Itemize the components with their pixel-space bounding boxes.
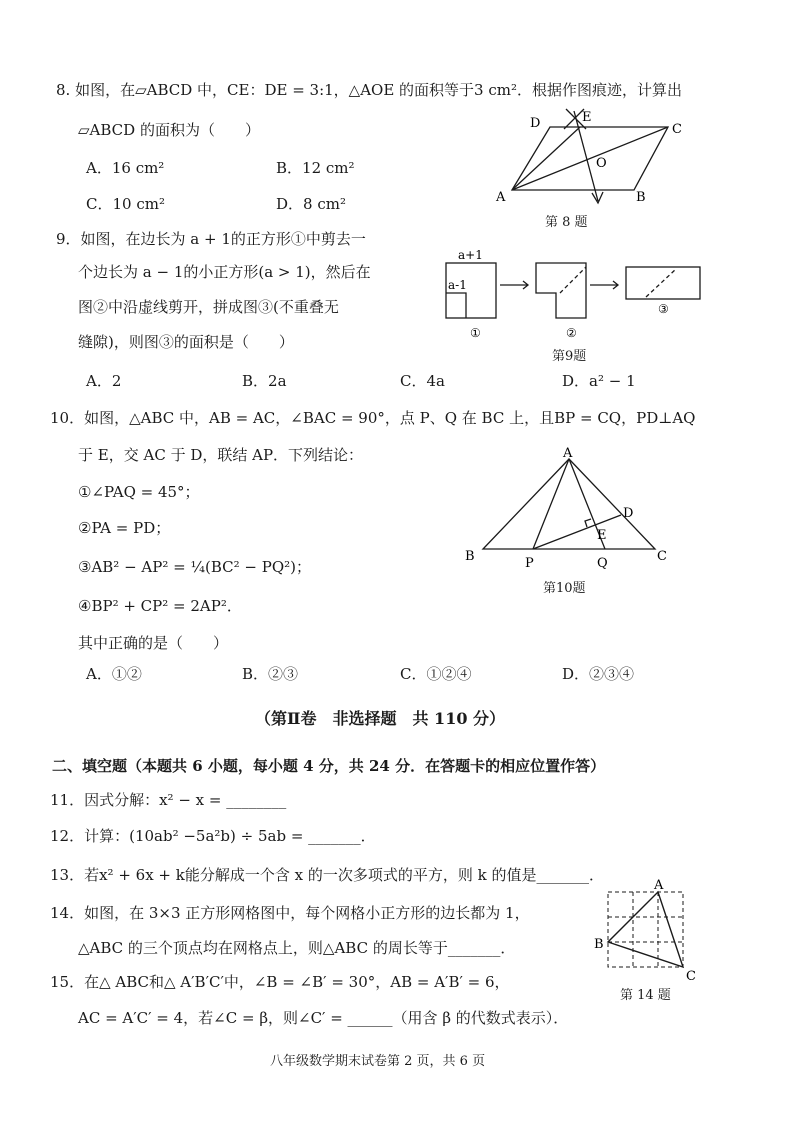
q9-option-b: B．2a bbox=[242, 372, 287, 390]
q9-stem-line4: 缝隙)，则图③的面积是（ ） bbox=[78, 333, 294, 351]
q10-conclusion-1: ①∠PAQ = 45°； bbox=[78, 483, 200, 501]
q10-label-d: D bbox=[623, 506, 634, 521]
q9-label-big-side: a+1 bbox=[458, 248, 483, 262]
q13-stem: 13．若x² + 6x + k能分解成一个含 x 的一次多项式的平方，则 k 的值是_______． bbox=[50, 866, 604, 884]
q10-stem-line1: 10．如图，△ABC 中，AB = AC，∠BAC = 90°，点 P、Q 在 BC 上，且BP = CQ，PD⊥AQ bbox=[50, 409, 696, 427]
q10-caption: 第10题 bbox=[543, 581, 586, 596]
diagonal-ac bbox=[512, 127, 668, 190]
q10-label-b: B bbox=[465, 549, 475, 564]
small-square-cut bbox=[446, 293, 466, 318]
dashed-cut-2 bbox=[560, 267, 586, 293]
q8-stem-line1: 8. 如图，在▱ABCD 中，CE：DE = 3:1，△AOE 的面积等于3 cm²．根据作图痕迹，计算出 bbox=[56, 81, 683, 99]
dashed-cut-3 bbox=[646, 269, 676, 297]
q11-stem: 11．因式分解：x² − x = ________ bbox=[50, 791, 287, 809]
q10-option-c: C．①②④ bbox=[400, 665, 472, 683]
section-two-heading: 二、填空题（本题共 6 小题，每小题 4 分，共 24 分．在答题卡的相应位置作答） bbox=[52, 757, 606, 775]
q15-stem-line1: 15．在△ ABC和△ A′B′C′中，∠B = ∠B′ = 30°，AB = A′B′ = 6， bbox=[50, 973, 510, 991]
segment-pd bbox=[533, 515, 621, 549]
q10-option-d: D．②③④ bbox=[562, 665, 635, 683]
q9-caption: 第9题 bbox=[552, 349, 587, 364]
q14-stem-line2: △ABC 的三个顶点均在网格点上，则△ABC 的周长等于_______． bbox=[78, 939, 516, 957]
q8-label-d: D bbox=[530, 116, 541, 131]
q8-option-a: A．16 cm² bbox=[86, 159, 165, 177]
q10-label-c: C bbox=[657, 549, 667, 564]
q14-label-a: A bbox=[654, 878, 664, 893]
shape-2 bbox=[536, 263, 586, 318]
q14-label-b: B bbox=[594, 937, 604, 952]
q8-figure bbox=[490, 105, 700, 210]
q9-option-c: C．4a bbox=[400, 372, 445, 390]
q8-label-o: O bbox=[596, 156, 607, 171]
q8-label-c: C bbox=[672, 122, 682, 137]
q10-option-a: A．①② bbox=[86, 665, 142, 683]
segment-ae bbox=[512, 127, 580, 190]
q10-conclusion-2: ②PA = PD； bbox=[78, 519, 171, 537]
q9-label-fig3: ③ bbox=[658, 302, 669, 316]
q10-conclusion-3: ③AB² − AP² = ¼(BC² − PQ²)； bbox=[78, 558, 312, 576]
q8-stem-line2: ▱ABCD 的面积为（ ） bbox=[78, 121, 260, 139]
q14-figure bbox=[592, 876, 704, 986]
q9-stem-line1: 9．如图，在边长为 a + 1的正方形①中剪去一 bbox=[56, 230, 366, 248]
q9-option-d: D．a² − 1 bbox=[562, 372, 636, 390]
triangle-abc-grid bbox=[608, 892, 683, 967]
q8-option-c: C．10 cm² bbox=[86, 195, 165, 213]
q9-option-a: A．2 bbox=[86, 372, 122, 390]
q14-stem-line1: 14．如图，在 3×3 正方形网格图中，每个网格小正方形的边长都为 1， bbox=[50, 904, 530, 922]
q10-label-a: A bbox=[563, 446, 573, 461]
q8-caption: 第 8 题 bbox=[545, 215, 588, 230]
q9-stem-line2: 个边长为 a − 1的小正方形(a > 1)，然后在 bbox=[78, 263, 371, 281]
q10-stem-line2: 于 E，交 AC 于 D，联结 AP．下列结论： bbox=[78, 446, 364, 464]
q10-label-e: E bbox=[597, 528, 607, 543]
q12-stem: 12．计算：(10ab² −5a²b) ÷ 5ab = _______． bbox=[50, 827, 376, 845]
q15-stem-line2: AC = A′C′ = 4，若∠C = β，则∠C′ = ______（用含 β 的代数式表示）． bbox=[78, 1009, 569, 1027]
q9-stem-line3: 图②中沿虚线剪开，拼成图③(不重叠无 bbox=[78, 298, 339, 316]
q14-caption: 第 14 题 bbox=[620, 988, 671, 1003]
page-footer: 八年级数学期末试卷第 2 页，共 6 页 bbox=[270, 1054, 486, 1069]
right-angle-mark bbox=[585, 519, 591, 527]
q9-figure bbox=[440, 245, 710, 345]
segment-ap bbox=[533, 459, 569, 549]
q10-label-p: P bbox=[525, 556, 534, 571]
q10-conclusion-4: ④BP² + CP² = 2AP²． bbox=[78, 597, 242, 615]
q14-label-c: C bbox=[686, 969, 696, 984]
rectangle-3 bbox=[626, 267, 700, 299]
q10-ask: 其中正确的是（ ） bbox=[78, 634, 229, 652]
q10-option-b: B．②③ bbox=[242, 665, 299, 683]
grid-3x3 bbox=[608, 892, 683, 967]
q8-option-b: B．12 cm² bbox=[276, 159, 355, 177]
q8-option-d: D．8 cm² bbox=[276, 195, 346, 213]
q8-label-b: B bbox=[636, 190, 646, 205]
q9-label-small-side: a-1 bbox=[448, 278, 467, 292]
q10-label-q: Q bbox=[597, 556, 608, 571]
q9-label-fig1: ① bbox=[470, 326, 481, 340]
q10-figure bbox=[455, 445, 685, 575]
q8-label-a: A bbox=[496, 190, 506, 205]
q9-label-fig2: ② bbox=[566, 326, 577, 340]
q8-label-e: E bbox=[582, 110, 592, 125]
part-two-title: （第Ⅱ卷 非选择题 共 110 分） bbox=[255, 709, 506, 728]
